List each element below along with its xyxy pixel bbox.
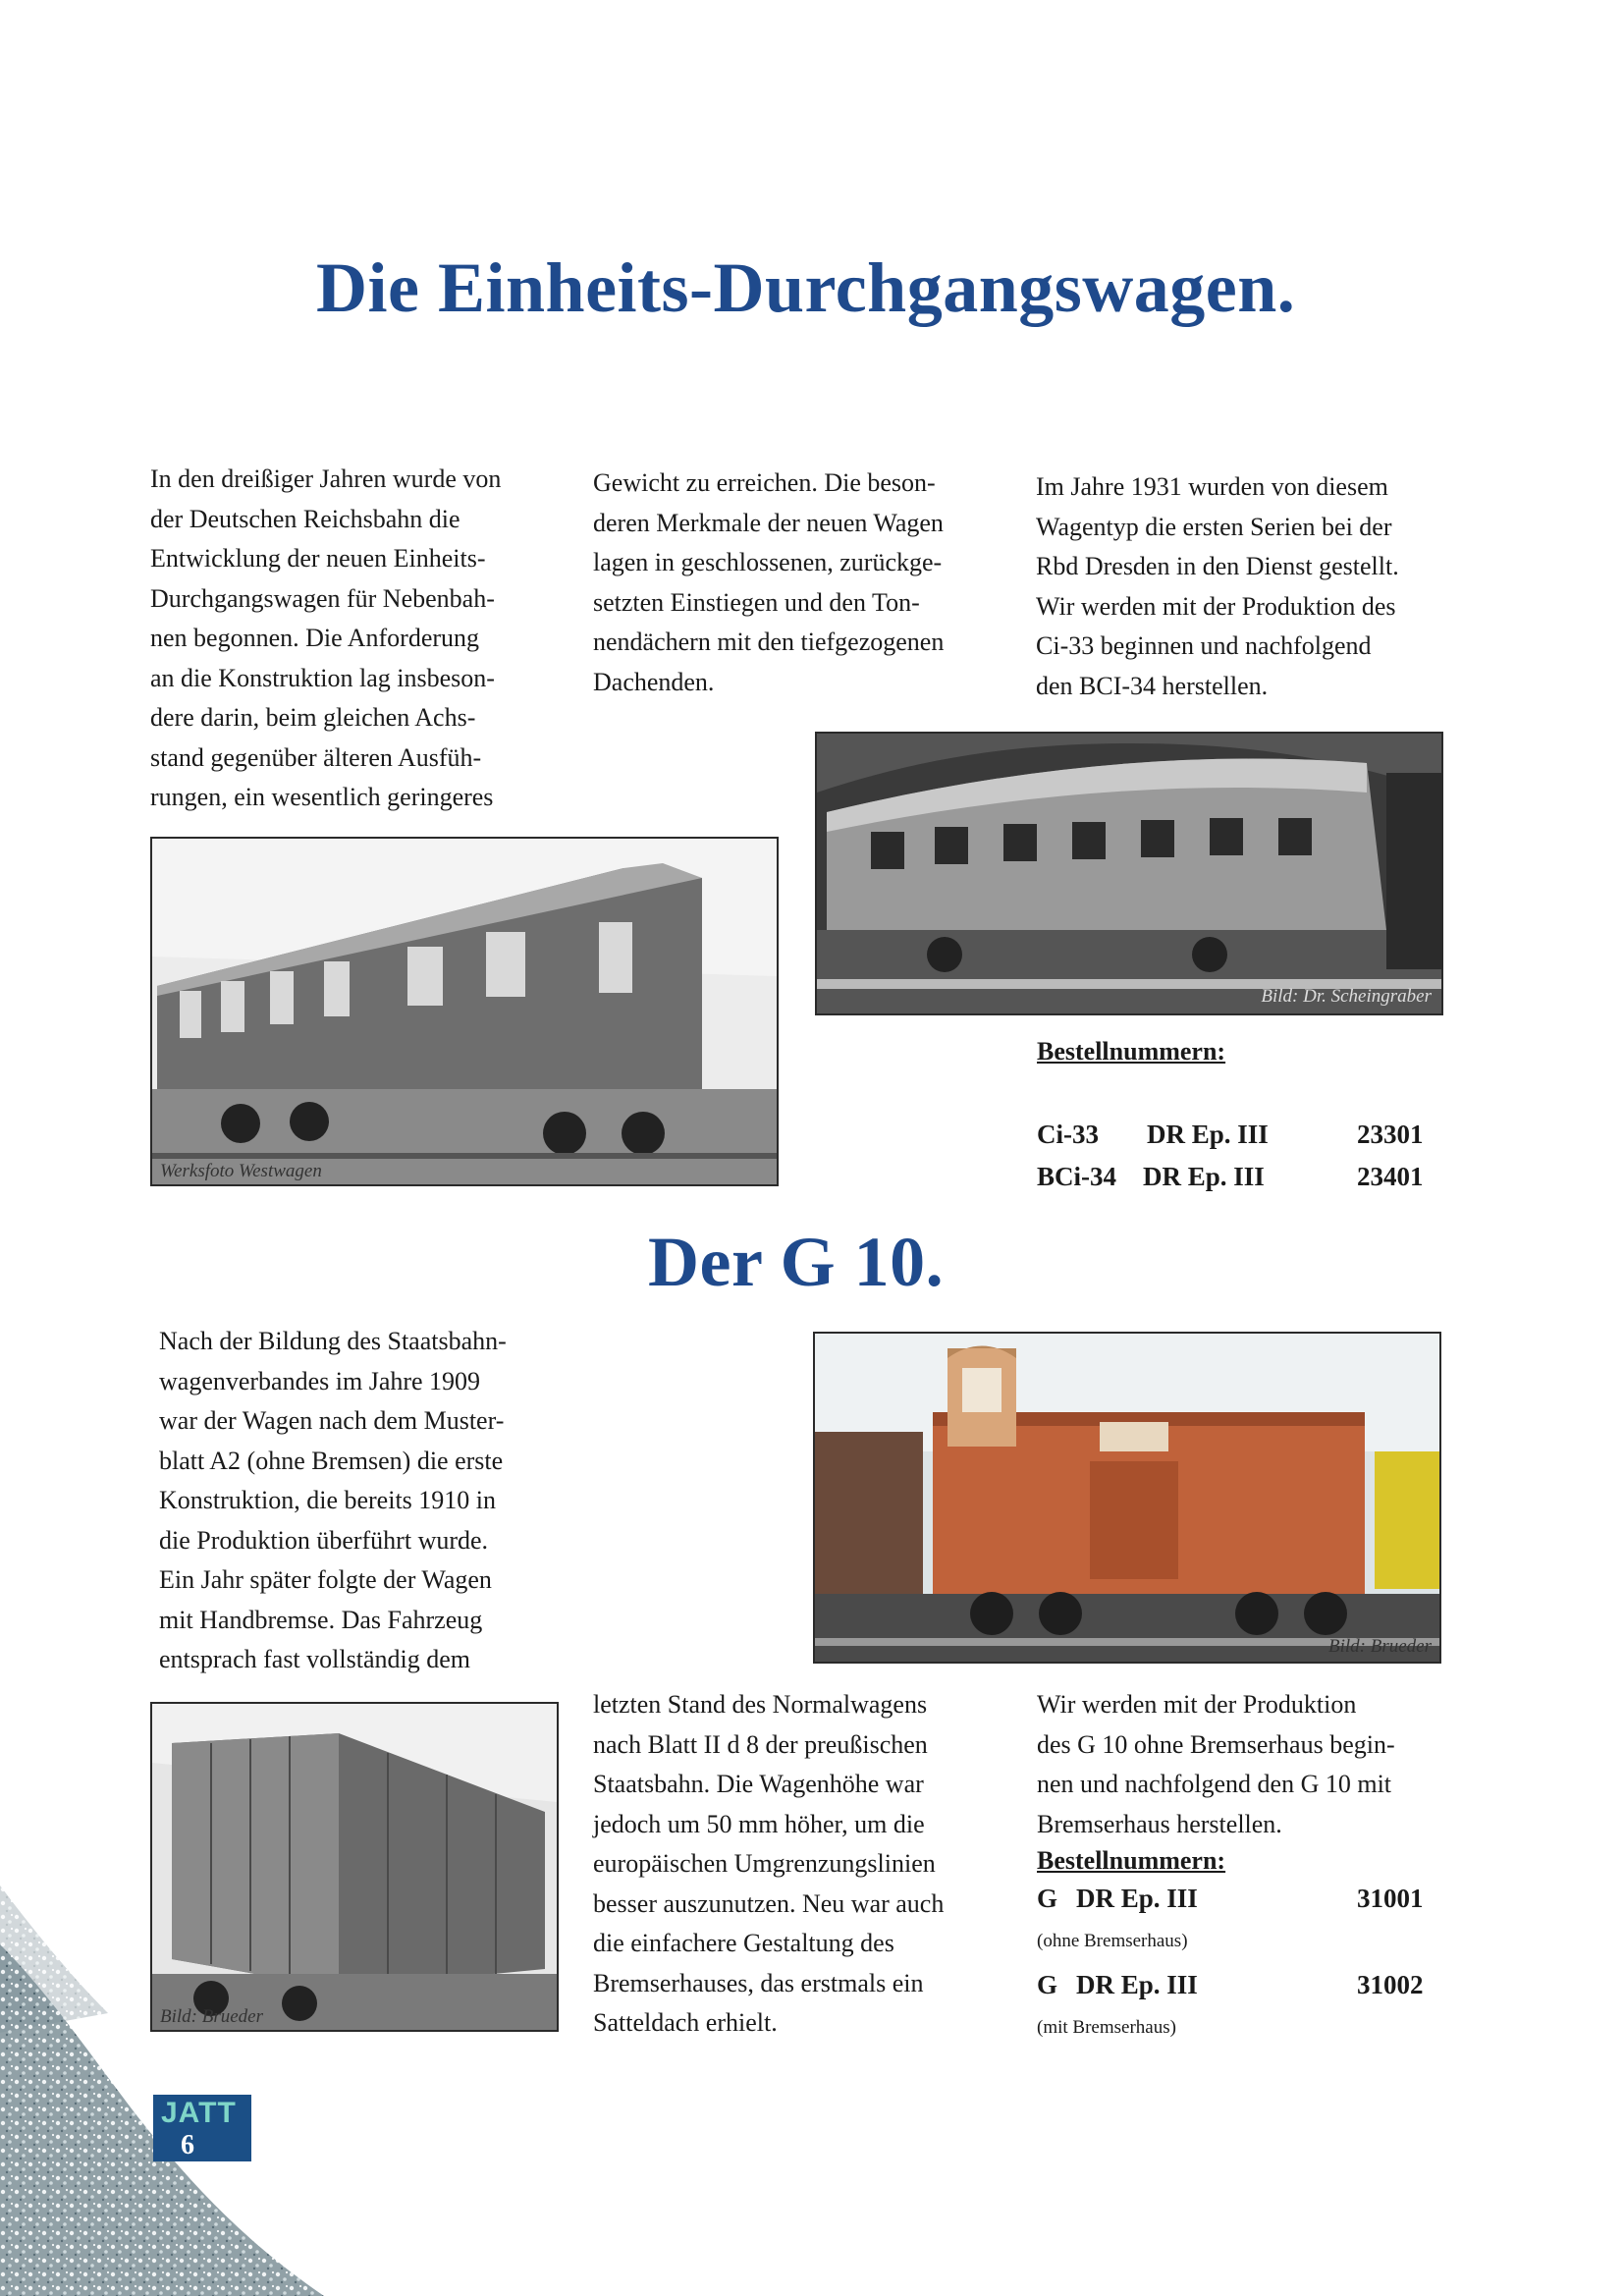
order-epoch: DR Ep. III: [1076, 1884, 1198, 1913]
text-line: Wagentyp die ersten Serien bei der: [1036, 512, 1392, 541]
text-line: Ein Jahr später folgte der Wagen: [159, 1565, 492, 1594]
text-column-1: [159, 1322, 571, 1680]
text-line: Im Jahre 1931 wurden von diesem: [1036, 472, 1388, 501]
text-line: Staatsbahn. Die Wagenhöhe war: [593, 1770, 924, 1798]
text-line: jedoch um 50 mm höher, um die: [593, 1809, 925, 1838]
text-line: Durchgangswagen für Nebenbah-: [150, 583, 495, 613]
text-line: den BCI-34 herstellen.: [1036, 671, 1269, 700]
text-line: In den dreißiger Jahren wurde von: [150, 465, 502, 493]
order-epoch: DR Ep. III: [1143, 1162, 1265, 1191]
text-line: rungen, ein wesentlich geringeres: [150, 783, 494, 811]
text-line: besser auszunutzen. Neu war auch: [593, 1888, 945, 1918]
order-model: G: [1037, 1970, 1058, 1999]
text-line: die einfachere Gestaltung des: [593, 1929, 894, 1957]
text-line: an die Konstruktion lag insbeson-: [150, 663, 495, 692]
wagon-illustration: [815, 1334, 1439, 1662]
text-line: Entwicklung der neuen Einheits-: [150, 544, 486, 573]
text-line: nendächern mit den tiefgezogenen: [593, 628, 945, 656]
order-row: [1037, 1162, 1116, 1192]
order-number: 31001: [1357, 1884, 1424, 1913]
order-model: G: [1037, 1884, 1058, 1913]
text-column-1: [150, 460, 563, 818]
page-number: 6: [181, 2130, 194, 2160]
coach-illustration: [817, 734, 1441, 1013]
order-model: Ci-33: [1037, 1120, 1099, 1149]
photo-coach-right: [815, 732, 1443, 1015]
brand-logo: JATT: [161, 2097, 237, 2129]
text-line: setzten Einstiegen und den Ton-: [593, 587, 920, 617]
text-line: dere darin, beim gleichen Achs-: [150, 703, 476, 732]
text-line: Wir werden mit der Produktion: [1037, 1690, 1357, 1719]
text-column-2: [593, 464, 1005, 702]
text-line: nach Blatt II d 8 der preußischen: [593, 1729, 928, 1759]
order-numbers-heading: Bestellnummern:: [1037, 1846, 1226, 1875]
text-line: deren Merkmale der neuen Wagen: [593, 508, 944, 537]
text-line: nen begonnen. Die Anforderung: [150, 624, 480, 652]
text-line: war der Wagen nach dem Muster-: [159, 1406, 505, 1435]
text-line: Satteldach erhielt.: [593, 2008, 778, 2037]
photo-caption: Bild: Brueder: [1327, 1636, 1432, 1657]
photo-caption: Bild: Dr. Scheingraber: [1261, 986, 1432, 1007]
text-line: die Produktion überführt wurde.: [159, 1525, 489, 1555]
text-line: mit Handbremse. Das Fahrzeug: [159, 1605, 483, 1634]
text-column-2: [593, 1685, 1005, 2044]
order-model: BCi-34: [1037, 1162, 1116, 1191]
text-line: Bremserhauses, das erstmals ein: [593, 1968, 924, 1997]
photo-caption: Werksfoto Westwagen: [160, 1161, 322, 1181]
order-number: 23401: [1357, 1162, 1424, 1191]
order-number: 31002: [1357, 1970, 1424, 1999]
order-row: [1037, 1120, 1099, 1150]
text-line: der Deutschen Reichsbahn die: [150, 504, 460, 533]
text-line: Bremserhaus herstellen.: [1037, 1809, 1282, 1838]
order-numbers-heading: Bestellnummern:: [1037, 1037, 1226, 1066]
wagon-illustration: [152, 1704, 557, 2030]
text-line: Nach der Bildung des Staatsbahn-: [159, 1327, 507, 1355]
order-number: 23301: [1357, 1120, 1424, 1149]
photo-coach-left: [150, 837, 779, 1186]
text-line: nen und nachfolgend den G 10 mit: [1037, 1770, 1392, 1798]
text-line: stand gegenüber älteren Ausfüh-: [150, 742, 482, 772]
text-line: blatt A2 (ohne Bremsen) die erste: [159, 1446, 504, 1475]
order-epoch: DR Ep. III: [1076, 1970, 1198, 1999]
text-line: wagenverbandes im Jahre 1909: [159, 1366, 481, 1395]
section-title: Die Einheits-Durchgangswagen.: [316, 248, 1296, 327]
text-line: des G 10 ohne Bremserhaus begin-: [1037, 1729, 1395, 1759]
text-line: Rbd Dresden in den Dienst gestellt.: [1036, 552, 1399, 580]
text-line: Konstruktion, die bereits 1910 in: [159, 1486, 497, 1514]
text-line: Ci-33 beginnen und nachfolgend: [1036, 631, 1372, 660]
text-line: Wir werden mit der Produktion des: [1036, 591, 1396, 621]
text-line: entsprach fast vollständig dem: [159, 1645, 470, 1673]
text-line: letzten Stand des Normalwagens: [593, 1690, 928, 1719]
order-note: (mit Bremserhaus): [1037, 2017, 1176, 2038]
text-column-3: [1037, 1685, 1469, 1844]
text-line: lagen in geschlossenen, zurückge-: [593, 548, 943, 576]
text-column-3: [1036, 467, 1468, 706]
text-line: europäischen Umgrenzungslinien: [593, 1849, 936, 1878]
order-note: (ohne Bremserhaus): [1037, 1931, 1188, 1951]
photo-g10-without-brakehouse: [150, 1702, 559, 2032]
section-title: Der G 10.: [648, 1223, 945, 1301]
photo-caption: Bild: Brueder: [160, 2006, 264, 2027]
order-epoch: DR Ep. III: [1147, 1120, 1269, 1149]
text-line: Dachenden.: [593, 667, 715, 696]
coach-illustration: [152, 839, 777, 1184]
text-line: Gewicht zu erreichen. Die beson-: [593, 468, 936, 497]
page-badge: [153, 2095, 251, 2161]
photo-g10-brakehouse: [813, 1332, 1441, 1664]
